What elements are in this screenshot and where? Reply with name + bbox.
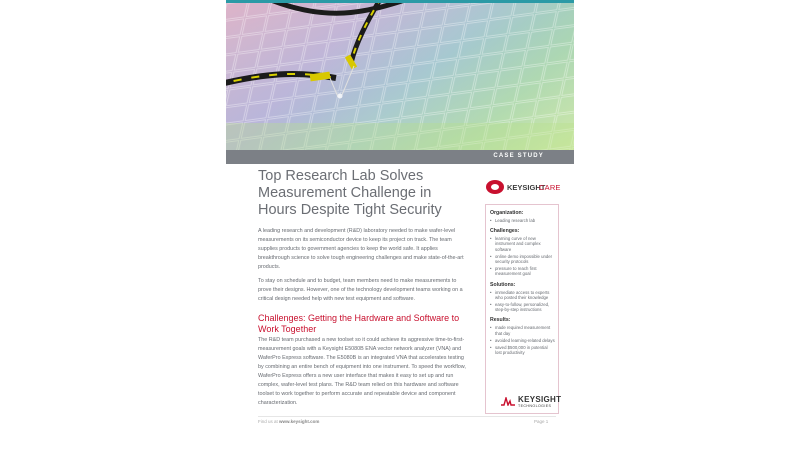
sidebar-list-item: • easy-to-follow, personalized, step-by-step instructions <box>490 302 555 312</box>
keysight-care-logo <box>486 180 566 196</box>
sidebar-results <box>486 315 558 355</box>
keysight-wave-icon <box>501 397 515 406</box>
keysight-care-badge-icon <box>486 180 504 194</box>
intro-paragraph: To stay on schedule and to budget, team members need to make measurements to prove their designs. However, one of the technology development teams working on a critical design needed help with new test equipment and software. <box>258 278 463 302</box>
sidebar-list <box>486 290 558 313</box>
summary-sidebar <box>485 204 562 414</box>
sidebar-list-item: • immediate access to experts who posted their knowledge <box>490 290 555 300</box>
document-page <box>226 0 574 450</box>
intro-text <box>258 227 470 309</box>
sidebar-list-item: • avoided learning-related delays <box>490 338 555 343</box>
sidebar-list-item: • Leading research lab <box>490 218 555 223</box>
section-body: The R&D team purchased a new toolset so it could achieve its aggressive time-to-first-measurement goals with a Keysight E5080B ENA vector network analyzer (VNA) and WaferPro Express software. The E5080B is an integrated VNA that accelerates testing by combining an entire bench of equipment into one instrument. To speed the workflow, WaferPro Express offers a new user interface that makes it easy to set up and run complex, wafer-level test plans. The R&D team relied on this hardware and software toolset to work together to perform accurate and repeatable device and component characterization. <box>258 337 466 406</box>
sidebar-heading: Organization: <box>490 210 524 216</box>
footer-site-link[interactable]: www.keysight.com <box>279 419 320 424</box>
logo-subtitle: TECHNOLOGIES <box>518 404 552 408</box>
sidebar-heading: Solutions: <box>490 281 516 288</box>
care-word-keysight: KEYSIGHT <box>507 183 546 192</box>
wafer-probe-photo <box>226 3 574 150</box>
sidebar-heading: Results: <box>490 317 511 324</box>
sidebar-challenges <box>486 226 558 276</box>
logo-name: KEYSIGHT <box>518 395 562 404</box>
footer-website <box>258 419 319 424</box>
intro-paragraph: A leading research and development (R&D) laboratory needed to make wafer-level measurements on its semiconductor device to keep its project on track. The team supplies products to government agencies to keep the world safe. It applies breakthrough science to solve tough engineering challenges and make state-of-the-art products. <box>258 228 464 270</box>
sidebar-list <box>486 325 558 355</box>
sidebar-list-item: • saved $500,000 in potential lost productivity <box>490 345 555 355</box>
footer-prefix: Find us at <box>258 419 278 424</box>
sidebar-list-item: • online demo impossible under security protocols <box>490 254 555 264</box>
section-heading: Challenges: Getting the Hardware and Software to Work Together <box>258 313 460 334</box>
sidebar-list-item: • pressure to reach first measurement goal <box>490 266 555 276</box>
case-study-label: CASE STUDY <box>493 153 544 159</box>
keysight-technologies-logo <box>501 395 566 409</box>
footer-divider <box>258 416 556 417</box>
case-study-band <box>226 150 574 164</box>
hero-image <box>226 3 574 150</box>
sidebar-list-item: • learning curve of new instrument and complex software <box>490 236 555 252</box>
sidebar-list-item: • made required measurement that day <box>490 325 555 335</box>
care-word-care: CARE <box>539 183 561 192</box>
sidebar-list <box>486 236 558 276</box>
sidebar-organization <box>486 208 558 223</box>
sidebar-list <box>486 218 558 223</box>
footer-page-number: Page 1 <box>534 419 549 424</box>
page-title: Top Research Lab Solves Measurement Challenge in Hours Despite Tight Security <box>258 168 442 218</box>
sidebar-heading: Challenges: <box>490 228 520 235</box>
sidebar-solutions <box>486 280 558 313</box>
